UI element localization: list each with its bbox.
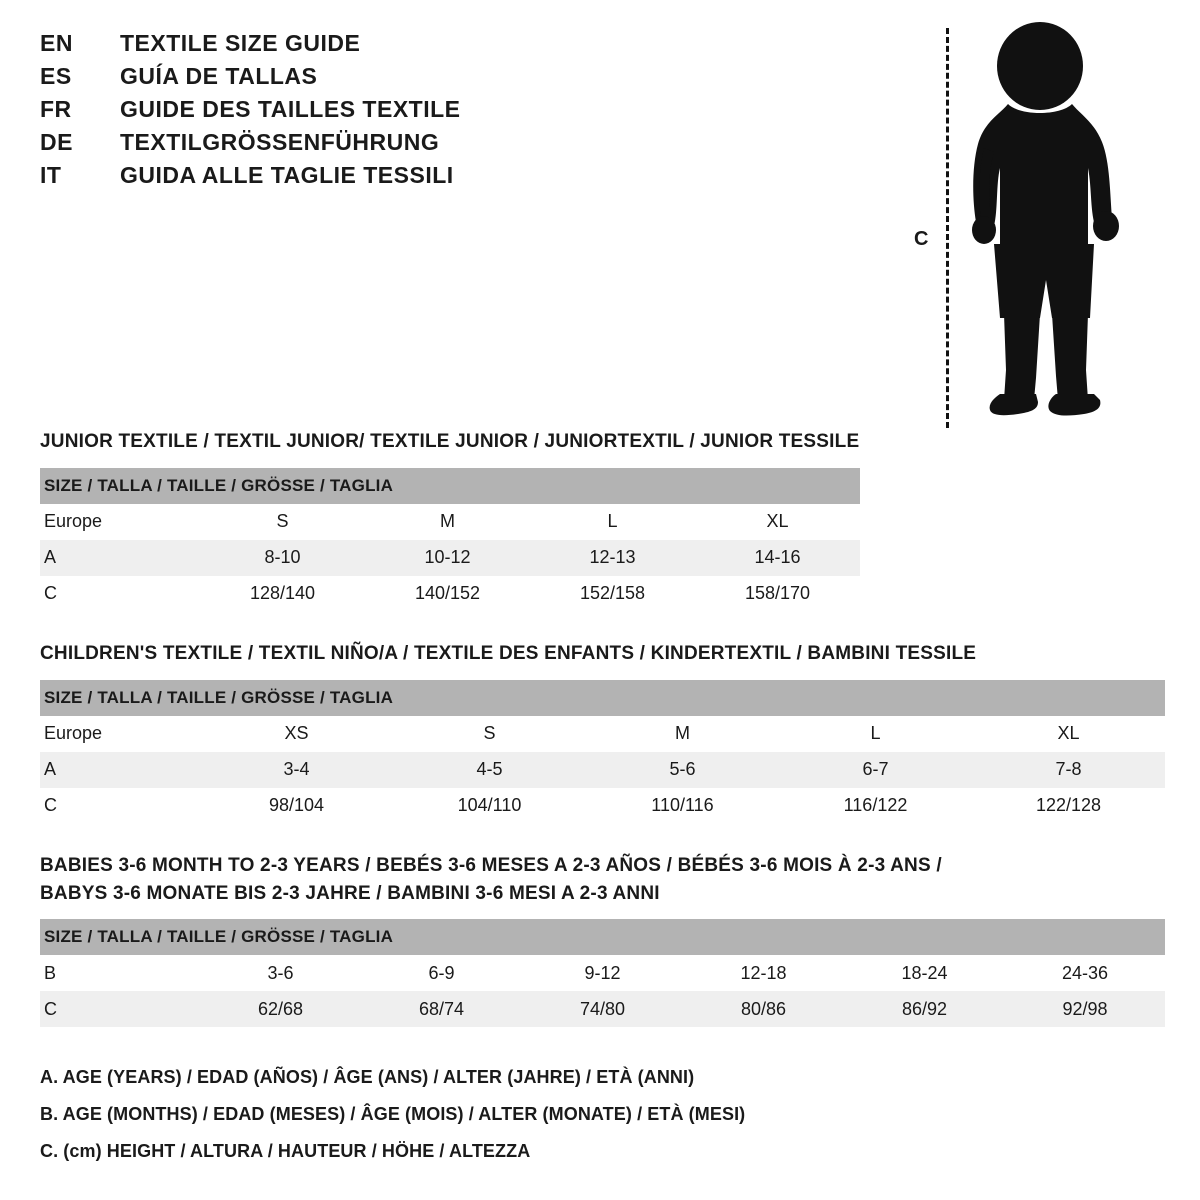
row-label: Europe <box>40 716 200 752</box>
cell-value: M <box>586 716 779 752</box>
cell-value: 62/68 <box>200 991 361 1027</box>
cell-value: 9-12 <box>522 955 683 991</box>
legend-block <box>40 1068 745 1179</box>
cell-value: M <box>365 504 530 540</box>
cell-value: 7-8 <box>972 752 1165 788</box>
cell-value: 122/128 <box>972 788 1165 824</box>
cell-value: 5-6 <box>586 752 779 788</box>
cell-value: 140/152 <box>365 576 530 612</box>
cell-value: 92/98 <box>1005 991 1165 1027</box>
header-row <box>40 162 660 195</box>
measurement-label-c: C <box>914 228 929 250</box>
cell-value: 98/104 <box>200 788 393 824</box>
language-code: EN <box>40 30 73 56</box>
cell-value: 8-10 <box>200 540 365 576</box>
cell-value: 24-36 <box>1005 955 1165 991</box>
row-label: C <box>40 576 200 612</box>
table-band-header <box>40 919 1165 955</box>
row-label: A <box>40 752 200 788</box>
cell-value: 3-4 <box>200 752 393 788</box>
header-row <box>40 129 660 162</box>
guide-title: TEXTILGRÖSSENFÜHRUNG <box>120 129 440 155</box>
row-label: C <box>40 788 200 824</box>
cell-value: 6-9 <box>361 955 522 991</box>
header-row <box>40 96 660 129</box>
cell-value: 68/74 <box>361 991 522 1027</box>
section-babies-textile <box>40 852 1165 1027</box>
cell-value: 12-18 <box>683 955 844 991</box>
cell-value: 74/80 <box>522 991 683 1027</box>
cell-value: S <box>200 504 365 540</box>
band-label: SIZE / TALLA / TAILLE / GRÖSSE / TAGLIA <box>40 680 1165 716</box>
cell-value: 110/116 <box>586 788 779 824</box>
legend-item-a: A. AGE (YEARS) / EDAD (AÑOS) / ÂGE (ANS) / ALTER (JAHRE) / ETÀ (ANNI) <box>40 1067 695 1087</box>
guide-title: GUIDE DES TAILLES TEXTILE <box>120 96 461 122</box>
table-row <box>40 716 1165 752</box>
language-code: DE <box>40 129 73 155</box>
cell-value: 80/86 <box>683 991 844 1027</box>
table-row <box>40 752 1165 788</box>
measurement-dashed-line <box>946 28 949 428</box>
cell-value: 152/158 <box>530 576 695 612</box>
cell-value: 86/92 <box>844 991 1005 1027</box>
row-label: B <box>40 955 200 991</box>
row-label: C <box>40 991 200 1027</box>
junior-size-table <box>40 468 860 612</box>
band-label: SIZE / TALLA / TAILLE / GRÖSSE / TAGLIA <box>40 919 1165 955</box>
language-title-block <box>40 30 660 195</box>
language-code: ES <box>40 63 72 89</box>
section-heading: BABIES 3-6 MONTH TO 2-3 YEARS / BEBÉS 3-6 MESES A 2-3 AÑOS / BÉBÉS 3-6 MOIS À 2-3 ANS / BABYS 3-6 MONATE BIS 2-3 JAHRE / BAMBINI 3-6 MESI A 2-3 ANNI <box>40 855 942 904</box>
header-row <box>40 63 660 96</box>
band-label: SIZE / TALLA / TAILLE / GRÖSSE / TAGLIA <box>40 468 860 504</box>
section-heading: CHILDREN'S TEXTILE / TEXTIL NIÑO/A / TEXTILE DES ENFANTS / KINDERTEXTIL / BAMBINI TESSILE <box>40 643 977 664</box>
row-label: Europe <box>40 504 200 540</box>
table-band-header <box>40 468 860 504</box>
section-heading: JUNIOR TEXTILE / TEXTIL JUNIOR/ TEXTILE JUNIOR / JUNIORTEXTIL / JUNIOR TESSILE <box>40 431 860 452</box>
legend-item-c: C. (cm) HEIGHT / ALTURA / HAUTEUR / HÖHE / ALTEZZA <box>40 1141 531 1161</box>
section-junior-textile <box>40 428 1165 612</box>
guide-title: GUÍA DE TALLAS <box>120 63 318 89</box>
row-label: A <box>40 540 200 576</box>
cell-value: 158/170 <box>695 576 860 612</box>
table-row <box>40 540 860 576</box>
child-silhouette-icon <box>960 18 1150 428</box>
header-row <box>40 30 660 63</box>
cell-value: 116/122 <box>779 788 972 824</box>
cell-value: 18-24 <box>844 955 1005 991</box>
cell-value: 10-12 <box>365 540 530 576</box>
table-row <box>40 955 1165 991</box>
cell-value: 14-16 <box>695 540 860 576</box>
table-band-header <box>40 680 1165 716</box>
cell-value: 6-7 <box>779 752 972 788</box>
legend-item-b: B. AGE (MONTHS) / EDAD (MESES) / ÂGE (MOIS) / ALTER (MONATE) / ETÀ (MESI) <box>40 1104 746 1124</box>
table-row <box>40 991 1165 1027</box>
section-childrens-textile <box>40 640 1165 824</box>
cell-value: L <box>779 716 972 752</box>
cell-value: L <box>530 504 695 540</box>
children-size-table <box>40 680 1165 824</box>
table-row <box>40 576 860 612</box>
cell-value: 128/140 <box>200 576 365 612</box>
cell-value: 3-6 <box>200 955 361 991</box>
table-row <box>40 788 1165 824</box>
height-measurement-figure <box>900 10 1160 430</box>
babies-size-table <box>40 919 1165 1027</box>
guide-title: TEXTILE SIZE GUIDE <box>120 30 361 56</box>
cell-value: XL <box>972 716 1165 752</box>
language-code: FR <box>40 96 72 122</box>
cell-value: 12-13 <box>530 540 695 576</box>
guide-title: GUIDA ALLE TAGLIE TESSILI <box>120 162 454 188</box>
cell-value: S <box>393 716 586 752</box>
cell-value: 4-5 <box>393 752 586 788</box>
cell-value: XS <box>200 716 393 752</box>
cell-value: 104/110 <box>393 788 586 824</box>
language-code: IT <box>40 162 62 188</box>
cell-value: XL <box>695 504 860 540</box>
table-row <box>40 504 860 540</box>
